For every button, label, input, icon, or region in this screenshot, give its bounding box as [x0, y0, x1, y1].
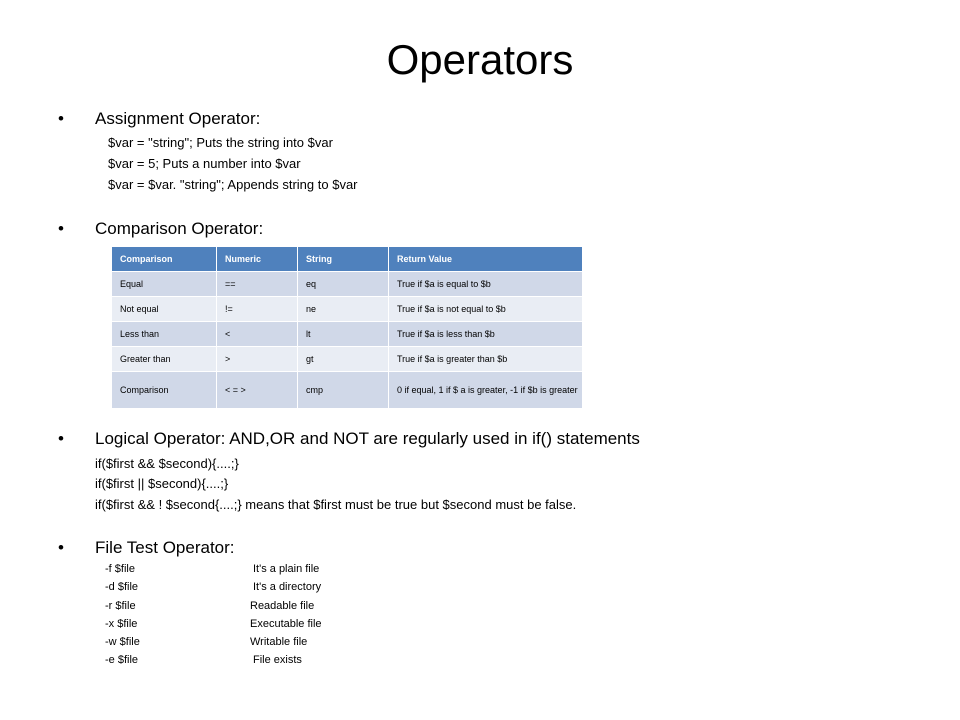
table-header-row [112, 247, 583, 272]
table-cell: True if $a is greater than $b [389, 347, 583, 372]
table-cell: cmp [298, 372, 389, 409]
table-cell: Not equal [112, 297, 217, 322]
filetest-option: -f $file [105, 563, 135, 575]
table-cell: < [217, 322, 298, 347]
table-row [112, 297, 583, 322]
comparison-heading: Comparison Operator: [95, 219, 264, 238]
filetest-heading: File Test Operator: [95, 538, 235, 557]
table-cell: Greater than [112, 347, 217, 372]
table-row [112, 272, 583, 297]
comparison-table [112, 247, 583, 408]
bullet-dot: • [58, 109, 64, 128]
bullet-dot: • [58, 429, 64, 448]
column-header: Return Value [389, 247, 583, 272]
filetest-description: Executable file [250, 618, 322, 630]
slide-title: Operators [386, 36, 574, 83]
assignment-heading: Assignment Operator: [95, 109, 261, 128]
table-row [112, 322, 583, 347]
table-cell: True if $a is not equal to $b [389, 297, 583, 322]
filetest-option: -x $file [105, 618, 138, 630]
table-cell: True if $a is equal to $b [389, 272, 583, 297]
filetest-description: Writable file [250, 636, 308, 648]
table-cell: lt [298, 322, 389, 347]
table-row [112, 347, 583, 372]
filetest-option: -d $file [105, 581, 139, 593]
table-cell: Comparison [112, 372, 217, 409]
table-row [112, 372, 583, 409]
bullet-dot: • [58, 538, 64, 557]
filetest-description: It's a directory [253, 581, 322, 593]
table-cell: 0 if equal, 1 if $ a is greater, -1 if $b is greater [389, 372, 583, 409]
assignment-line: $var = $var. "string"; Appends string to $var [108, 177, 358, 192]
table-cell: != [217, 297, 298, 322]
filetest-description: Readable file [250, 600, 315, 612]
table-cell: > [217, 347, 298, 372]
column-header: Comparison [112, 247, 217, 272]
column-header: Numeric [217, 247, 298, 272]
filetest-description: File exists [253, 654, 302, 666]
assignment-line: $var = 5; Puts a number into $var [108, 156, 301, 171]
assignment-line: $var = "string"; Puts the string into $var [108, 135, 333, 150]
logical-line: if($first && $second){....;} [95, 456, 239, 471]
logical-heading: Logical Operator: AND,OR and NOT are regularly used in if() statements [95, 429, 640, 448]
bullet-dot: • [58, 219, 64, 238]
logical-line: if($first && ! $second{....;} means that $first must be true but $second must be false. [95, 497, 577, 512]
filetest-option: -w $file [105, 636, 140, 648]
table-cell: True if $a is less than $b [389, 322, 583, 347]
filetest-description: It's a plain file [253, 563, 320, 575]
filetest-option: -e $file [105, 654, 139, 666]
table-cell: == [217, 272, 298, 297]
filetest-option: -r $file [105, 600, 136, 612]
table-cell: ne [298, 297, 389, 322]
logical-line: if($first || $second){....;} [95, 476, 229, 491]
table-cell: eq [298, 272, 389, 297]
table-cell: Less than [112, 322, 217, 347]
column-header: String [298, 247, 389, 272]
table-cell: gt [298, 347, 389, 372]
table-cell: < = > [217, 372, 298, 409]
table-cell: Equal [112, 272, 217, 297]
